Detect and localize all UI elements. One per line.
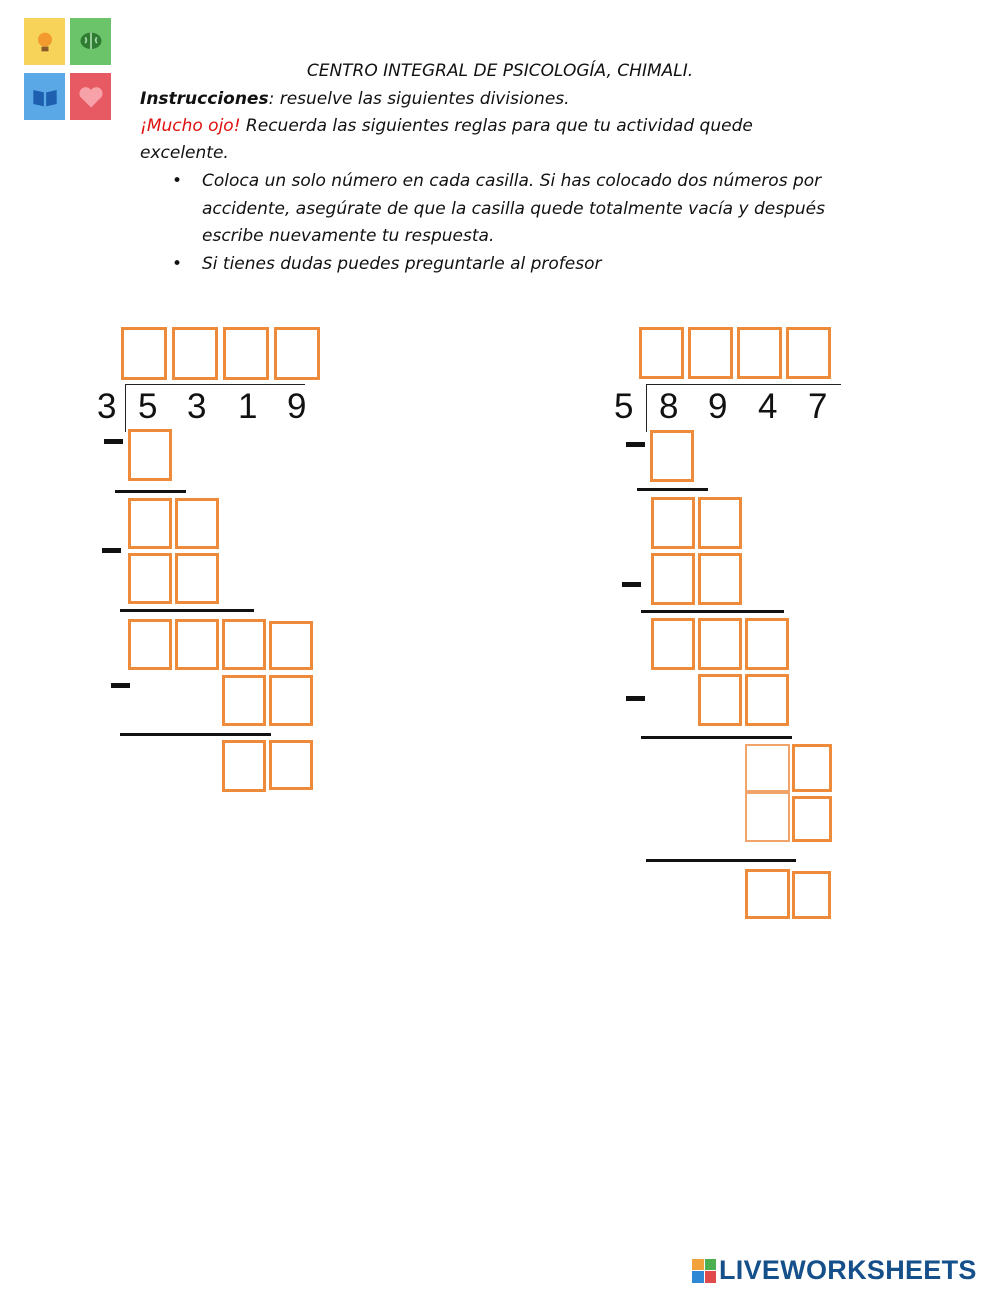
- answer-box[interactable]: [128, 553, 172, 604]
- quotient-box[interactable]: [786, 327, 831, 379]
- answer-box[interactable]: [269, 740, 313, 790]
- answer-box[interactable]: [128, 619, 172, 670]
- lightbulb-icon: [31, 28, 59, 56]
- answer-box[interactable]: [651, 553, 695, 605]
- instructions-line: [140, 86, 570, 113]
- dividend-digit: 9: [708, 387, 728, 426]
- dividend-digit: 7: [808, 387, 828, 426]
- liveworksheets-logo-icon: [692, 1259, 716, 1283]
- dividend-digit: 3: [187, 387, 207, 426]
- rule-item: • Si tienes dudas puedes preguntarle al profesor: [172, 251, 872, 279]
- answer-box[interactable]: [128, 498, 172, 549]
- answer-box[interactable]: [792, 796, 832, 842]
- liveworksheets-brand[interactable]: [692, 1255, 977, 1286]
- division-bracket-top: [646, 384, 841, 385]
- dividend-digit: 9: [287, 387, 307, 426]
- answer-box[interactable]: [745, 618, 789, 670]
- answer-box[interactable]: [269, 621, 313, 670]
- answer-box[interactable]: [175, 619, 219, 670]
- subtraction-line: [120, 609, 254, 612]
- dividend-digit: 8: [659, 387, 679, 426]
- quotient-box[interactable]: [688, 327, 733, 379]
- answer-box[interactable]: [222, 675, 266, 726]
- answer-box[interactable]: [222, 740, 266, 792]
- minus-sign: [102, 548, 121, 553]
- book-icon: [31, 83, 59, 111]
- answer-box[interactable]: [651, 497, 695, 549]
- answer-box[interactable]: [745, 744, 790, 792]
- warning-label: ¡Mucho ojo!: [140, 116, 241, 136]
- division-bracket-top: [125, 384, 305, 385]
- brain-icon: [77, 28, 105, 56]
- answer-box[interactable]: [698, 497, 742, 549]
- answer-box[interactable]: [128, 429, 172, 481]
- quotient-box[interactable]: [639, 327, 684, 379]
- subtraction-line: [646, 859, 796, 862]
- subtraction-line: [637, 488, 708, 491]
- brand-name: LIVEWORKSHEETS: [719, 1255, 977, 1285]
- quotient-box[interactable]: [737, 327, 782, 379]
- subtraction-line: [115, 490, 186, 493]
- division-bracket: [125, 384, 126, 432]
- answer-box[interactable]: [698, 618, 742, 670]
- answer-box[interactable]: [269, 675, 313, 726]
- subtraction-line: [641, 736, 792, 739]
- page-title: CENTRO INTEGRAL DE PSICOLOGÍA, CHIMALI.: [306, 61, 694, 81]
- divisor: 3: [97, 387, 117, 426]
- dividend-digit: 5: [138, 387, 158, 426]
- subtraction-line: [120, 733, 271, 736]
- instructions-text: : resuelve las siguientes divisiones.: [268, 89, 570, 109]
- answer-box[interactable]: [792, 744, 832, 792]
- answer-box[interactable]: [222, 619, 266, 670]
- answer-box[interactable]: [745, 792, 790, 842]
- quotient-box[interactable]: [223, 327, 269, 380]
- division-bracket: [646, 384, 647, 432]
- instructions-label: Instrucciones: [140, 89, 269, 109]
- rules-list: [172, 168, 872, 278]
- warning-line: [140, 113, 753, 140]
- dividend-digit: 1: [238, 387, 258, 426]
- answer-box[interactable]: [698, 553, 742, 605]
- minus-sign: [104, 439, 123, 444]
- answer-box[interactable]: [745, 869, 790, 919]
- answer-box[interactable]: [650, 430, 694, 482]
- warning-text: Recuerda las siguientes reglas para que tu actividad quede: [240, 116, 753, 136]
- quotient-box[interactable]: [121, 327, 167, 380]
- answer-box[interactable]: [745, 674, 789, 726]
- dividend-digit: 4: [758, 387, 778, 426]
- minus-sign: [626, 442, 645, 447]
- quotient-box[interactable]: [172, 327, 218, 380]
- minus-sign: [111, 683, 130, 688]
- subtraction-line: [641, 610, 784, 613]
- warning-line-cont: excelente.: [140, 143, 229, 163]
- divisor: 5: [614, 387, 634, 426]
- rule-item: • Coloca un solo número en cada casilla. Si has colocado dos números por accidente, asegúrate de que la casilla quede totalmente vacía y después escribe nuevamente tu respuesta.: [172, 168, 872, 251]
- quotient-box[interactable]: [274, 327, 320, 380]
- minus-sign: [622, 582, 641, 587]
- answer-box[interactable]: [175, 553, 219, 604]
- answer-box[interactable]: [175, 498, 219, 549]
- answer-box[interactable]: [792, 871, 831, 919]
- answer-box[interactable]: [698, 674, 742, 726]
- heart-icon: [77, 83, 105, 111]
- answer-box[interactable]: [651, 618, 695, 670]
- minus-sign: [626, 696, 645, 701]
